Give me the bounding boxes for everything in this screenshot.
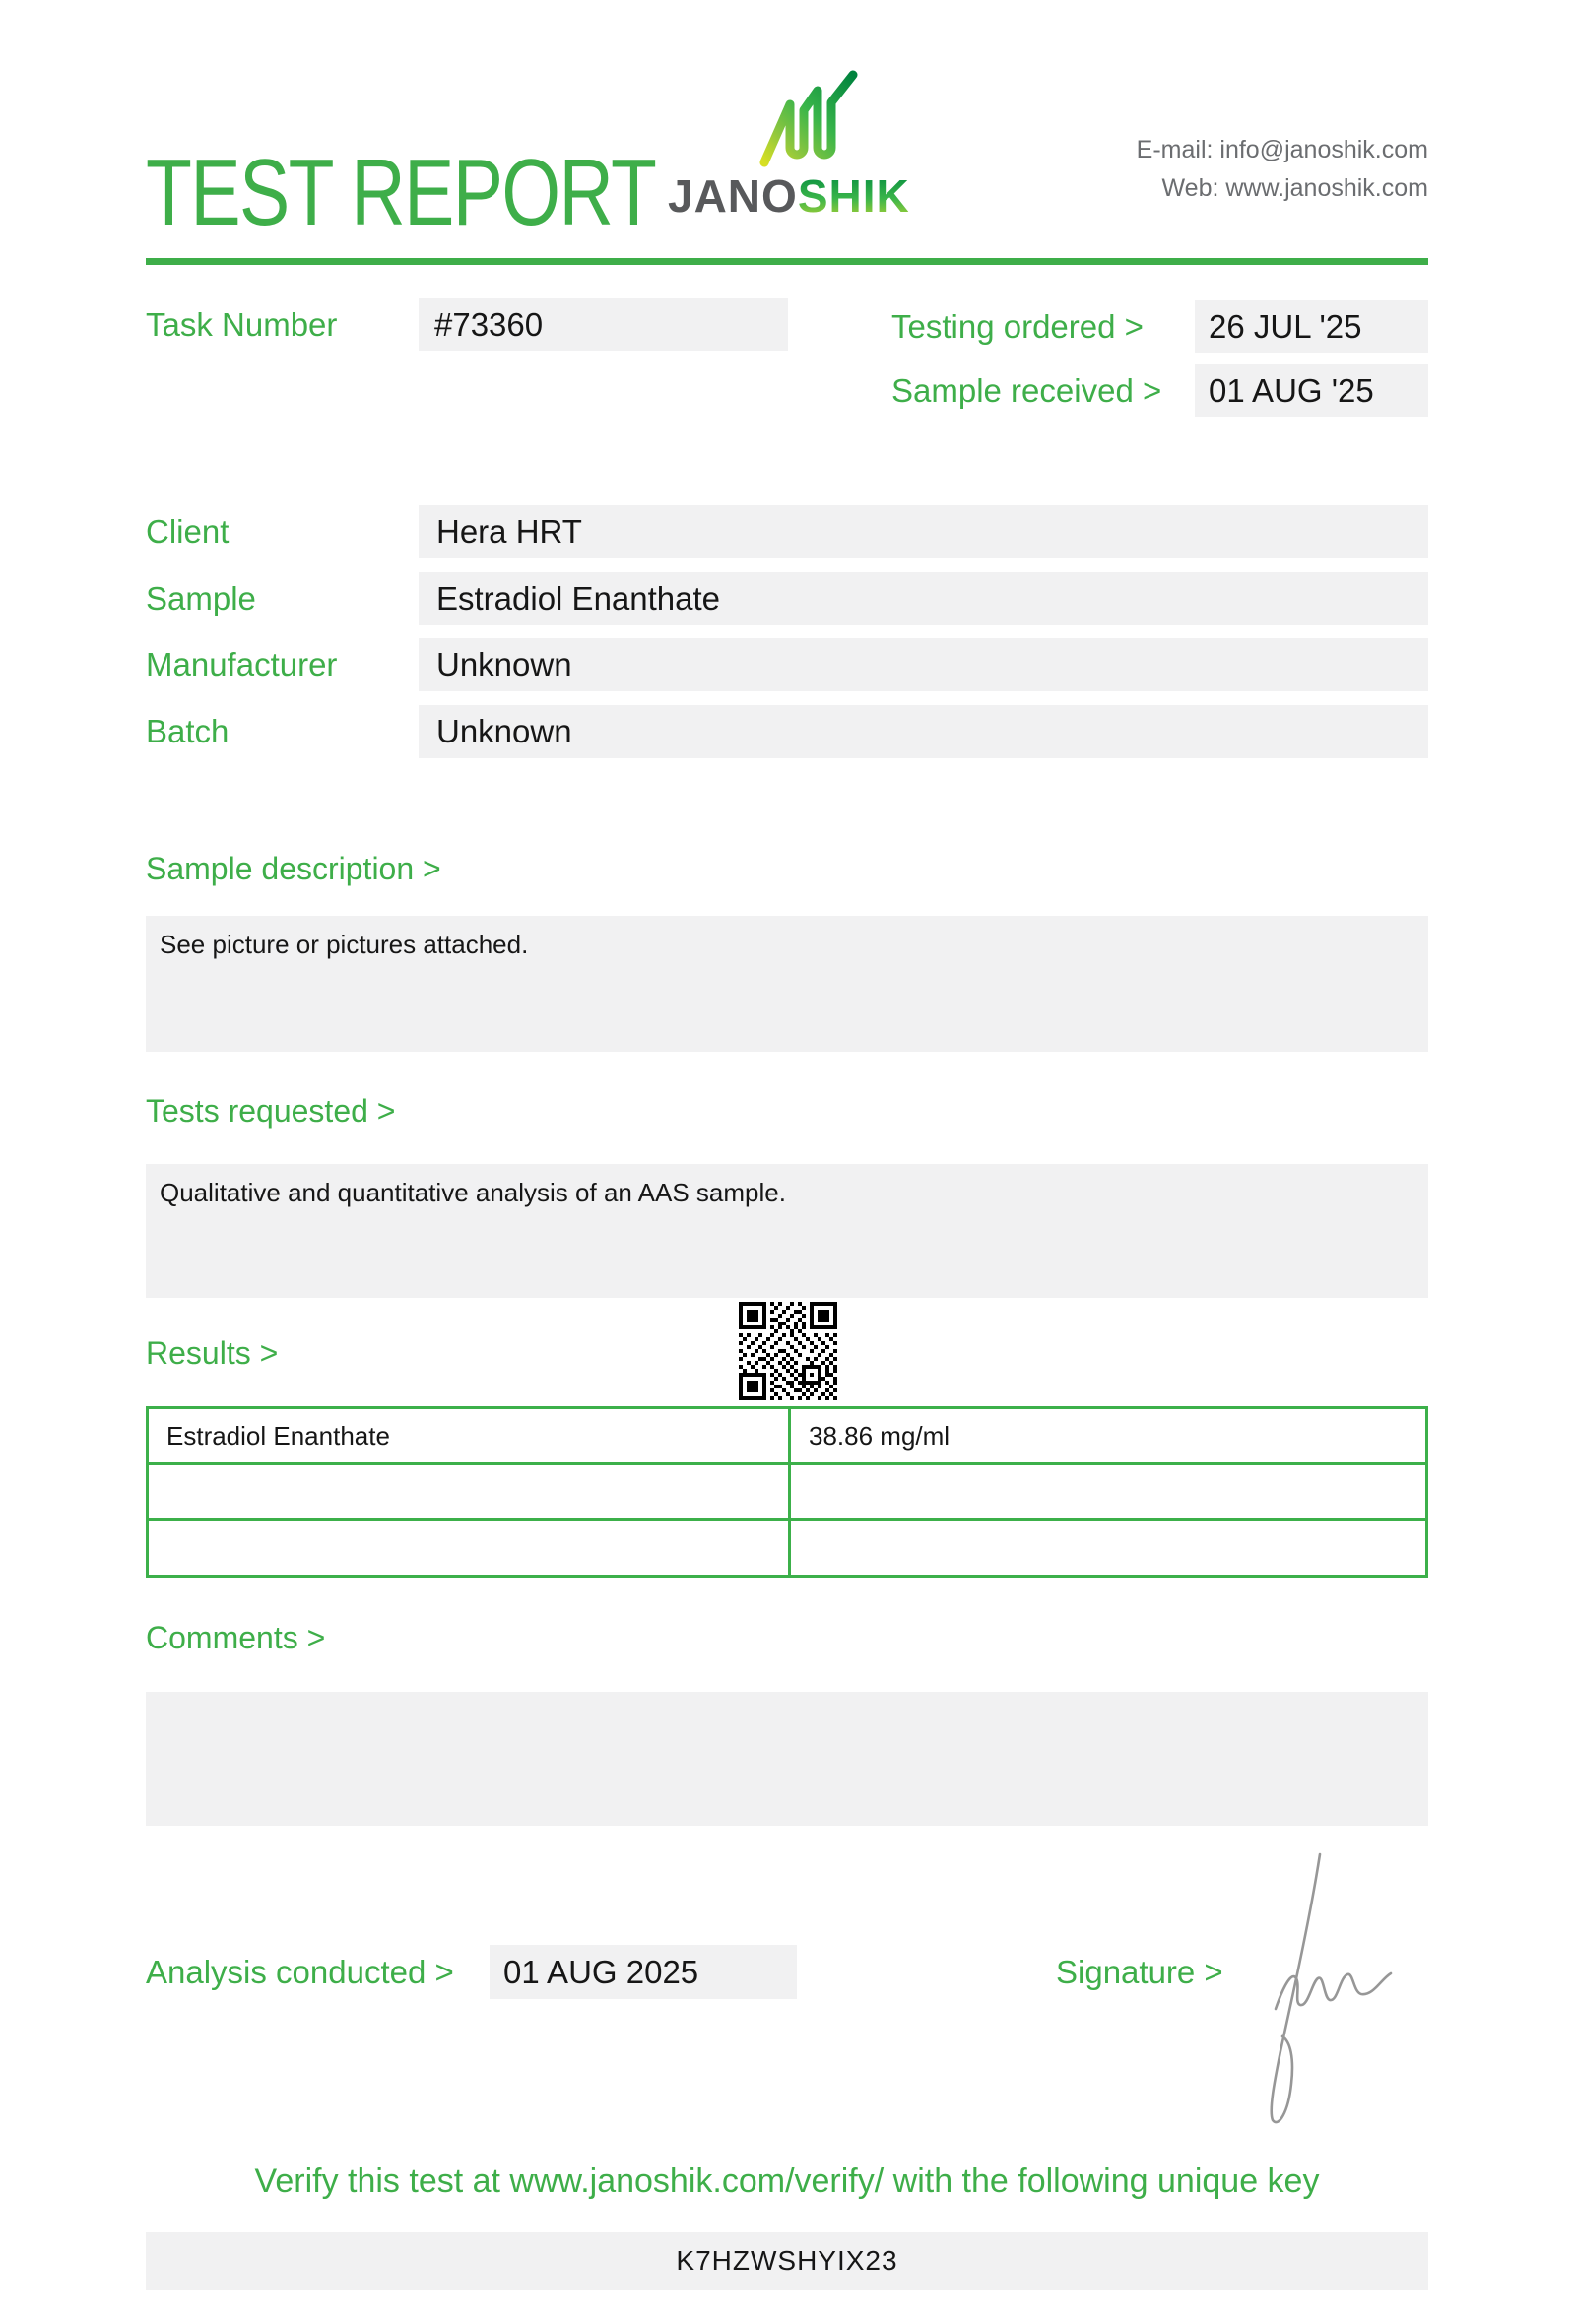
page-title: TEST REPORT [146,140,656,245]
contact-block [1137,131,1428,208]
sample-received-value-box [1195,364,1428,417]
table-row [149,1409,1425,1462]
header-divider [146,258,1428,265]
sample-received-label: Sample received > [891,371,1162,409]
table-row [149,1518,1425,1575]
result-substance [149,1521,791,1575]
result-amount: 38.86 mg/ml [809,1420,951,1451]
tests-requested-heading: Tests requested > [146,1093,396,1129]
client-value: Hera HRT [436,513,582,549]
manufacturer-value: Unknown [436,646,572,682]
batch-label: Batch [146,713,230,749]
tests-requested-text: Qualitative and quantitative analysis of an AAS sample. [160,1178,786,1207]
analysis-conducted-label: Analysis conducted > [146,1953,454,1990]
manufacturer-label: Manufacturer [146,646,338,682]
analysis-conducted-value: 01 AUG 2025 [503,1953,699,1990]
verify-key-box [146,2232,1428,2290]
task-number-value-box [419,298,788,351]
contact-email: E-mail: info@janoshik.com [1136,136,1428,163]
sample-description-heading: Sample description > [146,851,441,886]
testing-ordered-value-box [1195,300,1428,353]
result-substance: Estradiol Enanthate [149,1409,791,1462]
verify-key: K7HZWSHYIX23 [676,2245,898,2276]
result-substance [149,1465,791,1518]
sample-label: Sample [146,580,256,616]
testing-ordered-label: Testing ordered > [891,307,1144,345]
client-label: Client [146,513,230,549]
sample-received-value: 01 AUG '25 [1209,371,1374,409]
verify-instruction: Verify this test at www.janoshik.com/verify/ with the following unique key [254,2163,1320,2200]
logo-chart-icon [734,69,882,167]
testing-ordered-value: 26 JUL '25 [1209,307,1362,345]
analysis-conducted-value-box [490,1945,797,1999]
qr-code-icon [739,1302,837,1400]
manufacturer-value-box [419,638,1428,691]
task-number-value: #73360 [434,305,544,343]
sample-description-text: See picture or pictures attached. [160,930,529,959]
signature-label: Signature > [1056,1953,1223,1990]
logo-word-green: SHIK [797,170,910,222]
table-row [149,1462,1425,1518]
task-number-label: Task Number [146,305,338,343]
sample-value: Estradiol Enanthate [436,580,721,616]
tests-requested-box [146,1164,1428,1298]
logo-wordmark [668,169,910,223]
contact-web: Web: www.janoshik.com [1161,174,1428,202]
result-amount [791,1521,1425,1575]
comments-text [146,1692,1428,1719]
signature-scribble [1221,1840,1428,2135]
sample-description-box [146,916,1428,1052]
batch-value: Unknown [436,713,572,749]
results-table [146,1406,1428,1578]
logo-word-gray: JANO [668,170,798,222]
comments-heading: Comments > [146,1620,326,1655]
comments-box [146,1692,1428,1826]
result-amount [791,1465,1425,1518]
client-value-box [419,505,1428,558]
sample-value-box [419,572,1428,625]
results-heading: Results > [146,1335,279,1371]
batch-value-box [419,705,1428,758]
